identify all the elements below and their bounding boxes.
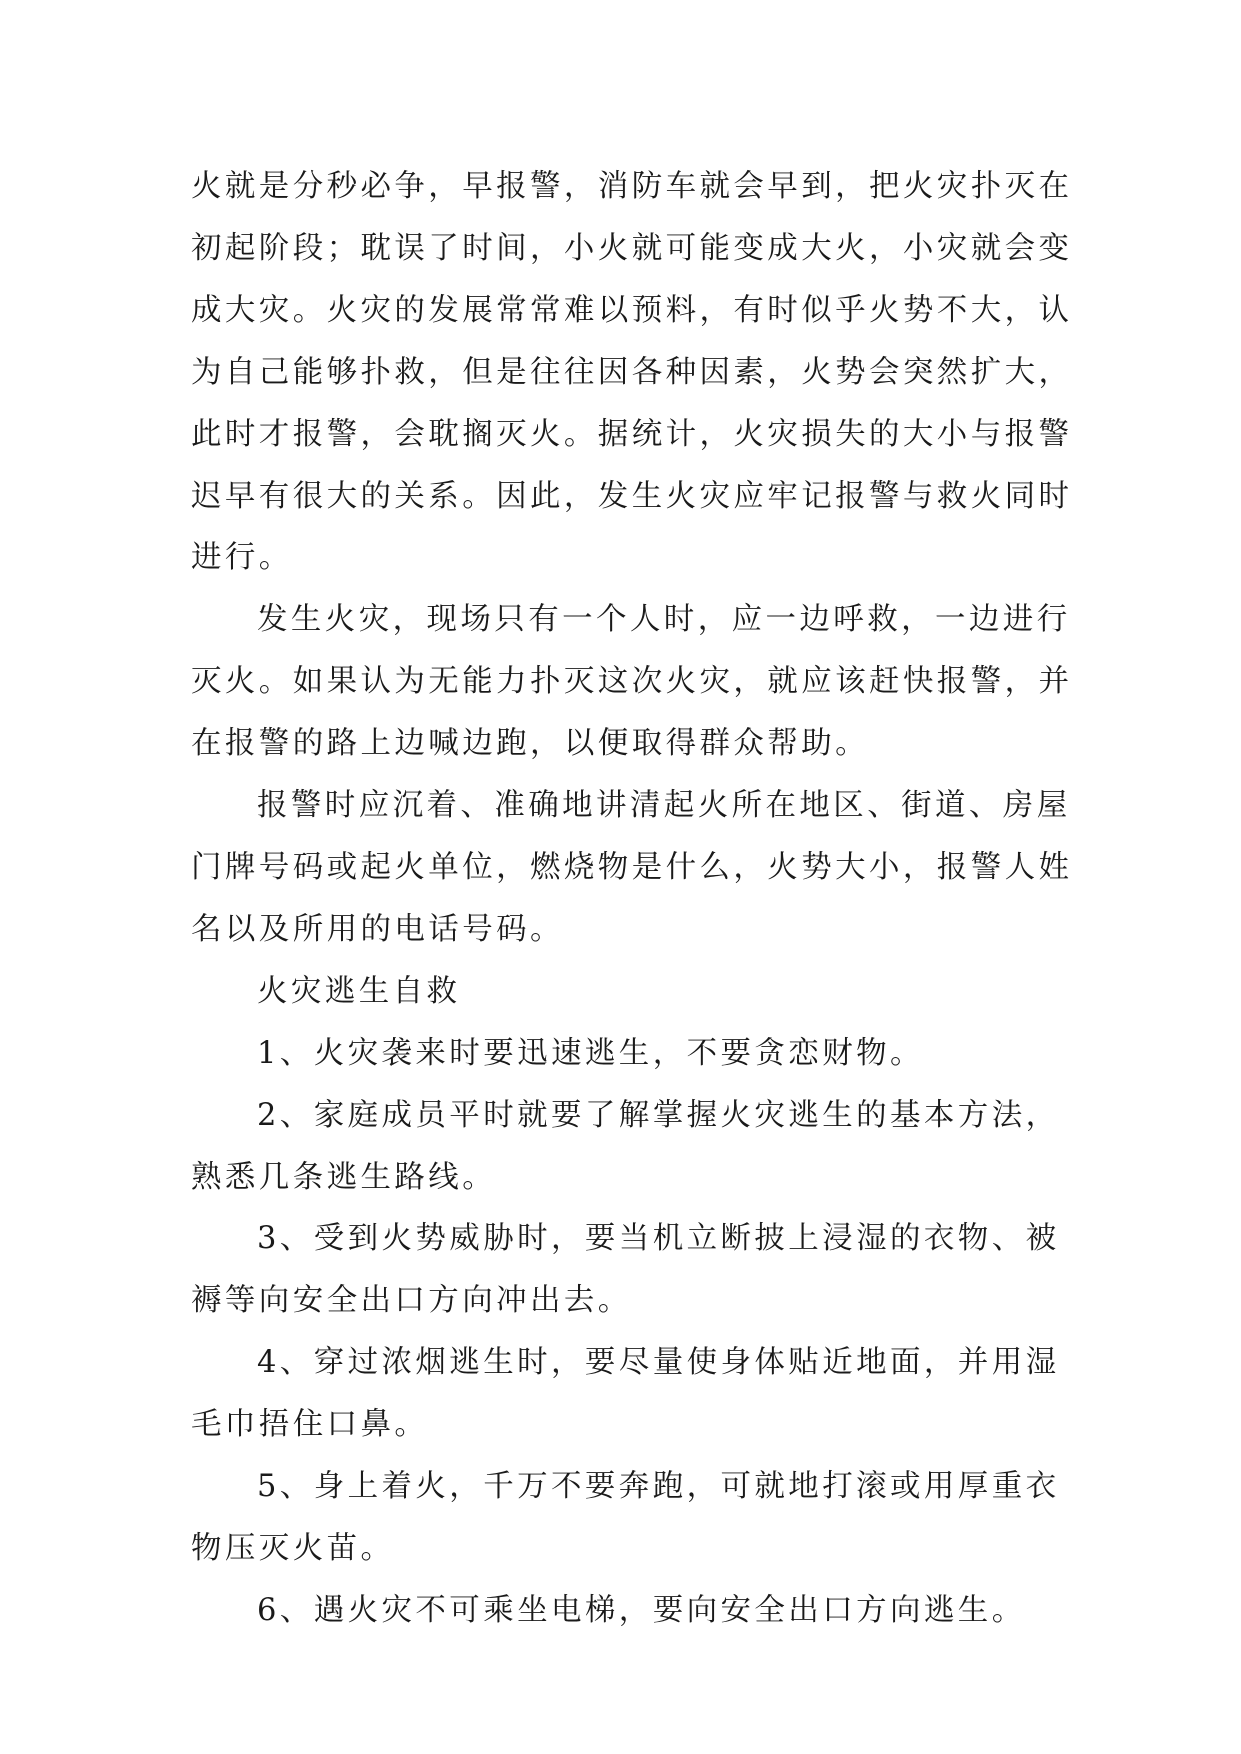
- text-line: 报警时应沉着、准确地讲清起火所在地区、街道、房屋: [257, 788, 1071, 824]
- text-line: 此时才报警，会耽搁灭火。据统计，火灾损失的大小与报警: [191, 416, 1073, 452]
- text-line: 褥等向安全出口方向冲出去。: [191, 1283, 632, 1319]
- text-line: 4、穿过浓烟逃生时，要尽量使身体贴近地面，并用湿: [257, 1345, 1060, 1381]
- text-line: 3、受到火势威胁时，要当机立断披上浸湿的衣物、被: [257, 1221, 1060, 1257]
- text-line: 发生火灾，现场只有一个人时，应一边呼救，一边进行: [257, 602, 1071, 638]
- list-item: [191, 1208, 1060, 1332]
- text-line: 迟早有很大的关系。因此，发生火灾应牢记报警与救火同时: [191, 478, 1073, 514]
- list-item: [191, 1023, 1051, 1085]
- text-line: 毛巾捂住口鼻。: [191, 1407, 429, 1443]
- paragraph: [191, 589, 1073, 775]
- list-item: [191, 1332, 1060, 1456]
- list-item: [191, 1580, 1051, 1642]
- list-item: [191, 1456, 1060, 1580]
- text-line: 火就是分秒必争，早报警，消防车就会早到，把火灾扑灭在: [191, 169, 1073, 204]
- text-line: 进行。: [191, 540, 293, 576]
- text-line: 熟悉几条逃生路线。: [191, 1159, 497, 1195]
- text-line: 5、身上着火，千万不要奔跑，可就地打滚或用厚重衣: [257, 1469, 1060, 1505]
- text-line: 为自己能够扑救，但是往往因各种因素，火势会突然扩大，: [191, 354, 1073, 390]
- text-line: 2、家庭成员平时就要了解掌握火灾逃生的基本方法，: [257, 1097, 1060, 1133]
- text-line: 灭火。如果认为无能力扑灭这次火灾，就应该赶快报警，并: [191, 664, 1073, 700]
- text-line: 初起阶段；耽误了时间，小火就可能变成大火，小灾就会变: [191, 230, 1073, 266]
- text-line: 门牌号码或起火单位，燃烧物是什么，火势大小，报警人姓: [191, 849, 1073, 885]
- text-line: 物压灭火苗。: [191, 1530, 395, 1566]
- text-line: 在报警的路上边喊边跑，以便取得群众帮助。: [191, 726, 869, 762]
- text-line: 火灾逃生自救: [257, 973, 461, 1009]
- section-heading: [191, 961, 1051, 1023]
- paragraph: [191, 775, 1073, 961]
- text-line: 6、遇火灾不可乘坐电梯，要向安全出口方向逃生。: [257, 1592, 1026, 1628]
- text-line: 成大灾。火灾的发展常常难以预料，有时似乎火势不大，认: [191, 292, 1073, 328]
- list-item: [191, 1085, 1060, 1209]
- text-line: 名以及所用的电话号码。: [191, 911, 564, 947]
- document-body: [191, 156, 1073, 1642]
- paragraph: [191, 156, 1073, 589]
- text-line: 1、火灾袭来时要迅速逃生，不要贪恋财物。: [257, 1035, 924, 1071]
